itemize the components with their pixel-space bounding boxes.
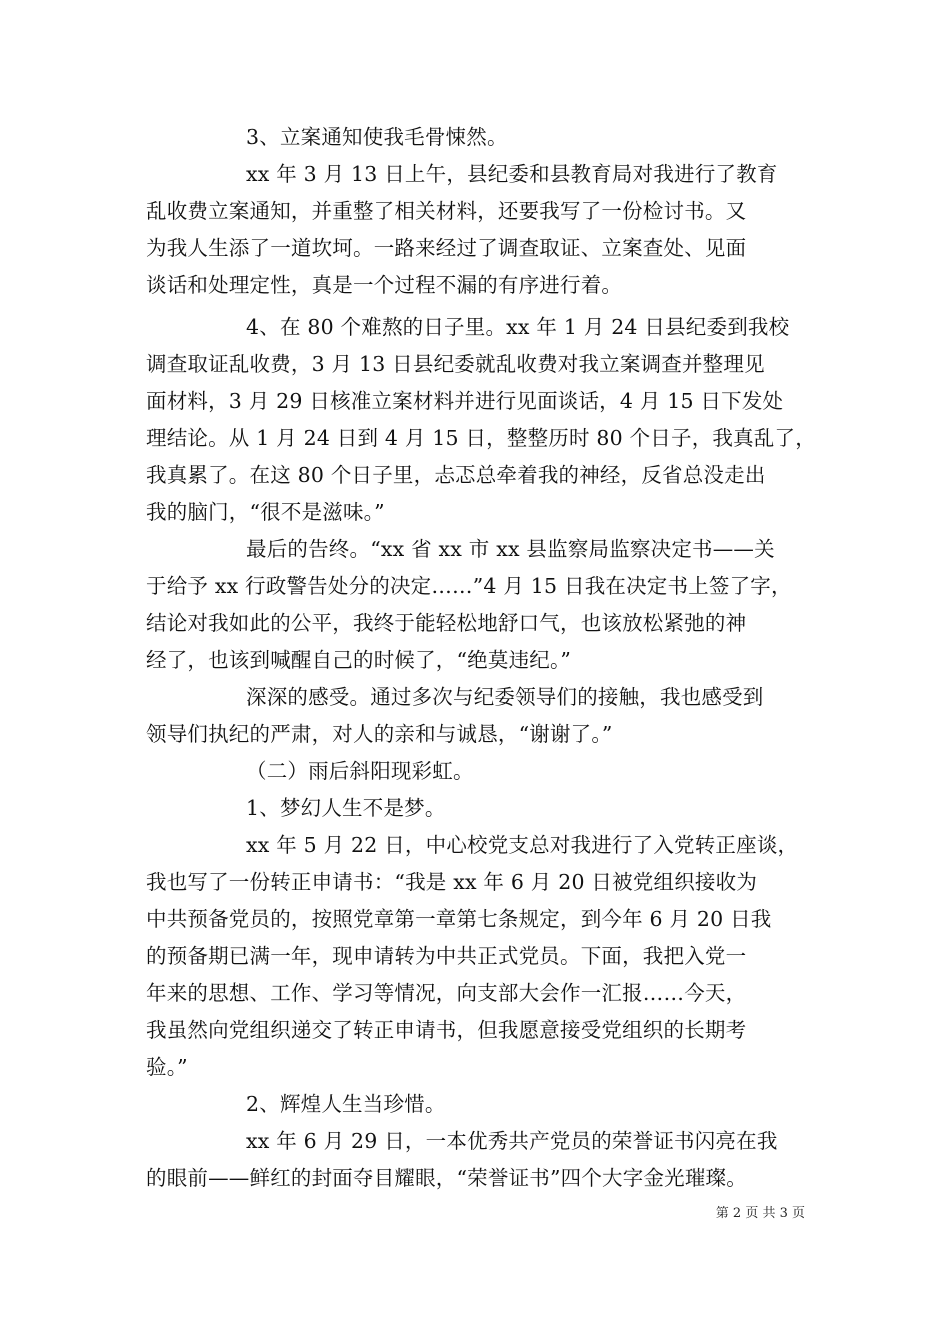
paragraph-line: 中共预备党员的，按照党章第一章第七条规定，到今年 6 月 20 日我	[146, 907, 772, 931]
paragraph-line: 深深的感受。通过多次与纪委领导们的接触，我也感受到	[246, 685, 764, 709]
paragraph-line: xx 年 3 月 13 日上午，县纪委和县教育局对我进行了教育	[246, 162, 778, 186]
paragraph-line: 验。”	[146, 1055, 188, 1079]
paragraph-line: 我也写了一份转正申请书：“我是 xx 年 6 月 20 日被党组织接收为	[146, 870, 758, 894]
paragraph-line: 的预备期已满一年，现申请转为中共正式党员。下面，我把入党一	[146, 944, 747, 968]
paragraph-line: 我的脑门，“很不是滋味。”	[146, 500, 385, 524]
paragraph-line: 我虽然向党组织递交了转正申请书，但我愿意接受党组织的长期考	[146, 1018, 747, 1042]
paragraph-line: 最后的告终。“xx 省 xx 市 xx 县监察局监察决定书——关	[246, 537, 775, 561]
paragraph-line: 谈话和处理定性，真是一个过程不漏的有序进行着。	[146, 273, 623, 297]
paragraph-line: 调查取证乱收费，3 月 13 日县纪委就乱收费对我立案调查并整理见	[146, 352, 765, 376]
paragraph-line: xx 年 5 月 22 日，中心校党支总对我进行了入党转正座谈，	[246, 833, 799, 857]
paragraph-line: 我真累了。在这 80 个日子里，忐忑总牵着我的神经，反省总没走出	[146, 463, 766, 487]
paragraph-line: 4、在 80 个难熬的日子里。xx 年 1 月 24 日县纪委到我校	[246, 315, 790, 339]
paragraph-line: 面材料，3 月 29 日核准立案材料并进行见面谈话，4 月 15 日下发处	[146, 389, 784, 413]
section-heading: （二）雨后斜阳现彩虹。	[246, 759, 474, 783]
paragraph-line: 结论对我如此的公平，我终于能轻松地舒口气，也该放松紧弛的神	[146, 611, 747, 635]
paragraph-line: 理结论。从 1 月 24 日到 4 月 15 日，整整历时 80 个日子，我真乱了，	[146, 426, 816, 450]
heading-item-3: 3、立案通知使我毛骨悚然。	[246, 125, 508, 149]
paragraph-line: 领导们执纪的严肃，对人的亲和与诚恳，“谢谢了。”	[146, 722, 613, 746]
paragraph-line: 为我人生添了一道坎坷。一路来经过了调查取证、立案查处、见面	[146, 236, 747, 260]
paragraph-line: 的眼前——鲜红的封面夺目耀眼，“荣誉证书”四个大字金光璀璨。	[146, 1166, 747, 1190]
paragraph-line: xx 年 6 月 29 日，一本优秀共产党员的荣誉证书闪亮在我	[246, 1129, 778, 1153]
paragraph-line: 于给予 xx 行政警告处分的决定……”4 月 15 日我在决定书上签了字，	[146, 574, 792, 598]
paragraph-line: 年来的思想、工作、学习等情况，向支部大会作一汇报……今天，	[146, 981, 747, 1005]
heading-item-2: 2、辉煌人生当珍惜。	[246, 1092, 446, 1116]
paragraph-line: 经了，也该到喊醒自己的时候了，“绝莫违纪。”	[146, 648, 572, 672]
page-number-footer: 第 2 页 共 3 页	[715, 1206, 805, 1221]
heading-item-1: 1、梦幻人生不是梦。	[246, 796, 446, 820]
paragraph-line: 乱收费立案通知，并重整了相关材料，还要我写了一份检讨书。又	[146, 199, 747, 223]
